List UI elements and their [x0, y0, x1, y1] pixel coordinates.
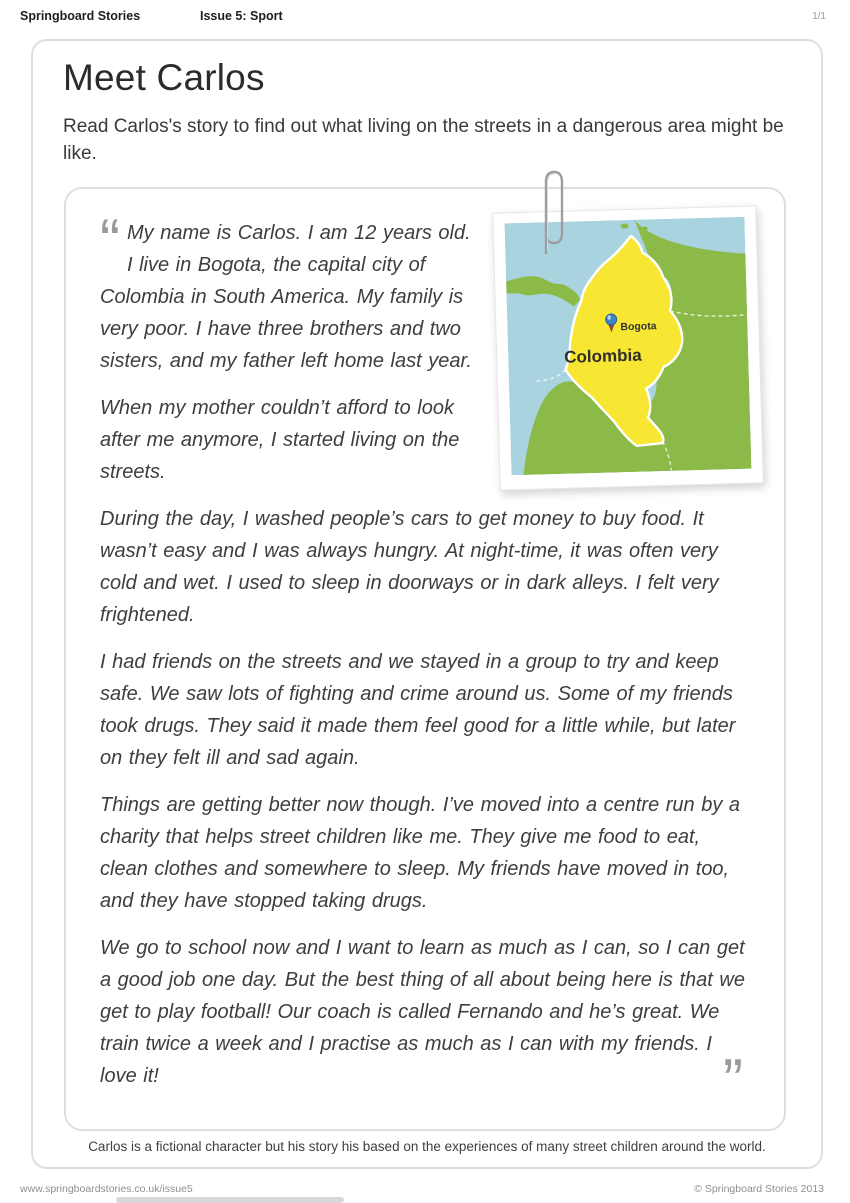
story-paragraph: During the day, I washed people’s cars to get money to buy food. It wasn’t easy and I was always hungry. At night-time, it was often very cold and wet. I used to sleep in doorways or in dark alleys. I felt very frightened.: [100, 508, 719, 626]
story-paragraph: I had friends on the streets and we stayed in a group to try and keep safe. We saw lots of fighting and crime around us. Some of my friends took drugs. They said it made them feel good for a little while, but later on they felt ill and sad again.: [100, 651, 736, 769]
paperclip-icon: [535, 167, 567, 259]
story-quote-box: [64, 187, 786, 1131]
footer-copyright: © Springboard Stories 2013: [694, 1183, 824, 1195]
map-country-label: Colombia: [563, 345, 642, 367]
caption-text: Carlos is a fictional character but his story his based on the experiences of many street children around the world.: [88, 1139, 766, 1154]
bottom-scrollbar-thumb[interactable]: [116, 1197, 344, 1203]
open-quote-icon: “: [100, 207, 117, 274]
colombia-map-photo: [492, 205, 764, 490]
story-paragraph: Things are getting better now though. I’ve moved into a centre run by a charity that helps street children like me. They give me food to eat, clean clothes and somewhere to sleep. My friends have moved in too, and they have stopped taking drugs.: [100, 794, 741, 912]
story-paragraph-text: My name is Carlos. I am 12 years old. I live in Bogota, the capital city of Colombia in South America. My family is very poor. I have three brothers and two sisters, and my father left home last year.: [100, 222, 472, 372]
story-paragraph: When my mother couldn’t afford to look after me anymore, I started living on the streets.: [100, 397, 460, 483]
story-paragraph: We go to school now and I want to learn as much as I can, so I can get a good job one day. But the best thing of all about being here is that we get to play football! Our coach is called Fernando and he’s great. We train twice a week and I practise as much as I can with my friends. I love it!: [100, 937, 745, 1087]
footer-url[interactable]: www.springboardstories.co.uk/issue5: [20, 1183, 193, 1195]
page-title: Meet Carlos: [63, 57, 265, 98]
page-indicator: 1/1: [812, 11, 826, 22]
close-quote-icon: ”: [723, 1047, 740, 1114]
intro-text: Read Carlos's story to find out what living on the streets in a dangerous area might be like.: [63, 116, 784, 164]
worksheet-panel: [31, 39, 823, 1169]
issue-title: Issue 5: Sport: [200, 9, 283, 23]
brand-title: Springboard Stories: [20, 9, 141, 23]
map-city-label: Bogota: [620, 320, 657, 334]
